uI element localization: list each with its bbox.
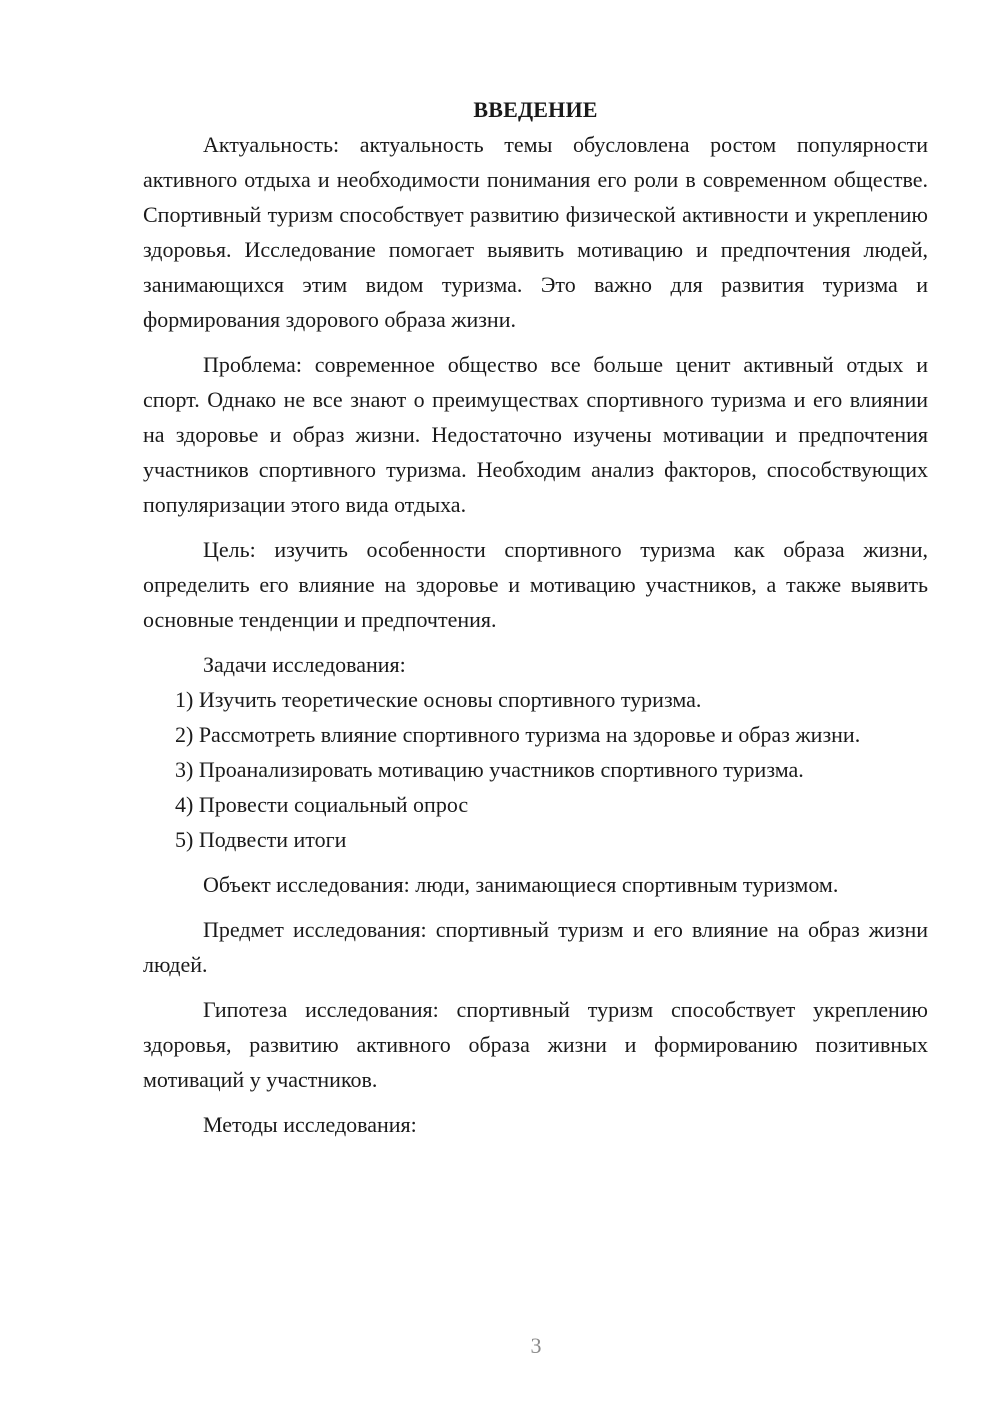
- task-item-3: 3) Проанализировать мотивацию участников спортивного туризма.: [175, 757, 804, 782]
- problem-paragraph: Проблема: современное общество все больше ценит активный отдых и спорт. Однако не все знают о преимуществах спортивного туризма и его влиянии на здоровье и образ жизни. Недостаточно изучены мотивации и предпочтения участников спортивного туризма. Необходим анализ факторов, способствующих популяризации этого вида отдыха.: [143, 352, 928, 517]
- relevance-paragraph: Актуальность: актуальность темы обусловлена ростом популярности активного отдыха и необходимости понимания его роли в современном обществе. Спортивный туризм способствует развитию физической активности и укреплению здоровья. Исследование помогает выявить мотивацию и предпочтения людей, занимающихся этим видом туризма. Это важно для развития туризма и формирования здорового образа жизни.: [143, 132, 928, 332]
- page-title: ВВЕДЕНИЕ: [473, 97, 598, 122]
- goal-paragraph: Цель: изучить особенности спортивного туризма как образа жизни, определить его влияние на здоровье и мотивацию участников, а также выявить основные тенденции и предпочтения.: [143, 537, 928, 632]
- task-item-1: 1) Изучить теоретические основы спортивного туризма.: [175, 687, 702, 712]
- task-item-4: 4) Провести социальный опрос: [175, 792, 469, 817]
- object-paragraph: Объект исследования: люди, занимающиеся спортивным туризмом.: [203, 872, 839, 897]
- hypothesis-paragraph: Гипотеза исследования: спортивный туризм способствует укреплению здоровья, развитию активного образа жизни и формированию позитивных мотиваций у участников.: [143, 997, 928, 1092]
- subject-paragraph: Предмет исследования: спортивный туризм и его влияние на образ жизни людей.: [143, 917, 928, 977]
- task-item-5: 5) Подвести итоги: [175, 827, 347, 852]
- tasks-heading: Задачи исследования:: [203, 652, 406, 677]
- document-page: [143, 92, 928, 1142]
- methods-heading: Методы исследования:: [203, 1112, 417, 1137]
- task-item-2: 2) Рассмотреть влияние спортивного туризма на здоровье и образ жизни.: [175, 722, 861, 747]
- page-number: 3: [530, 1333, 542, 1358]
